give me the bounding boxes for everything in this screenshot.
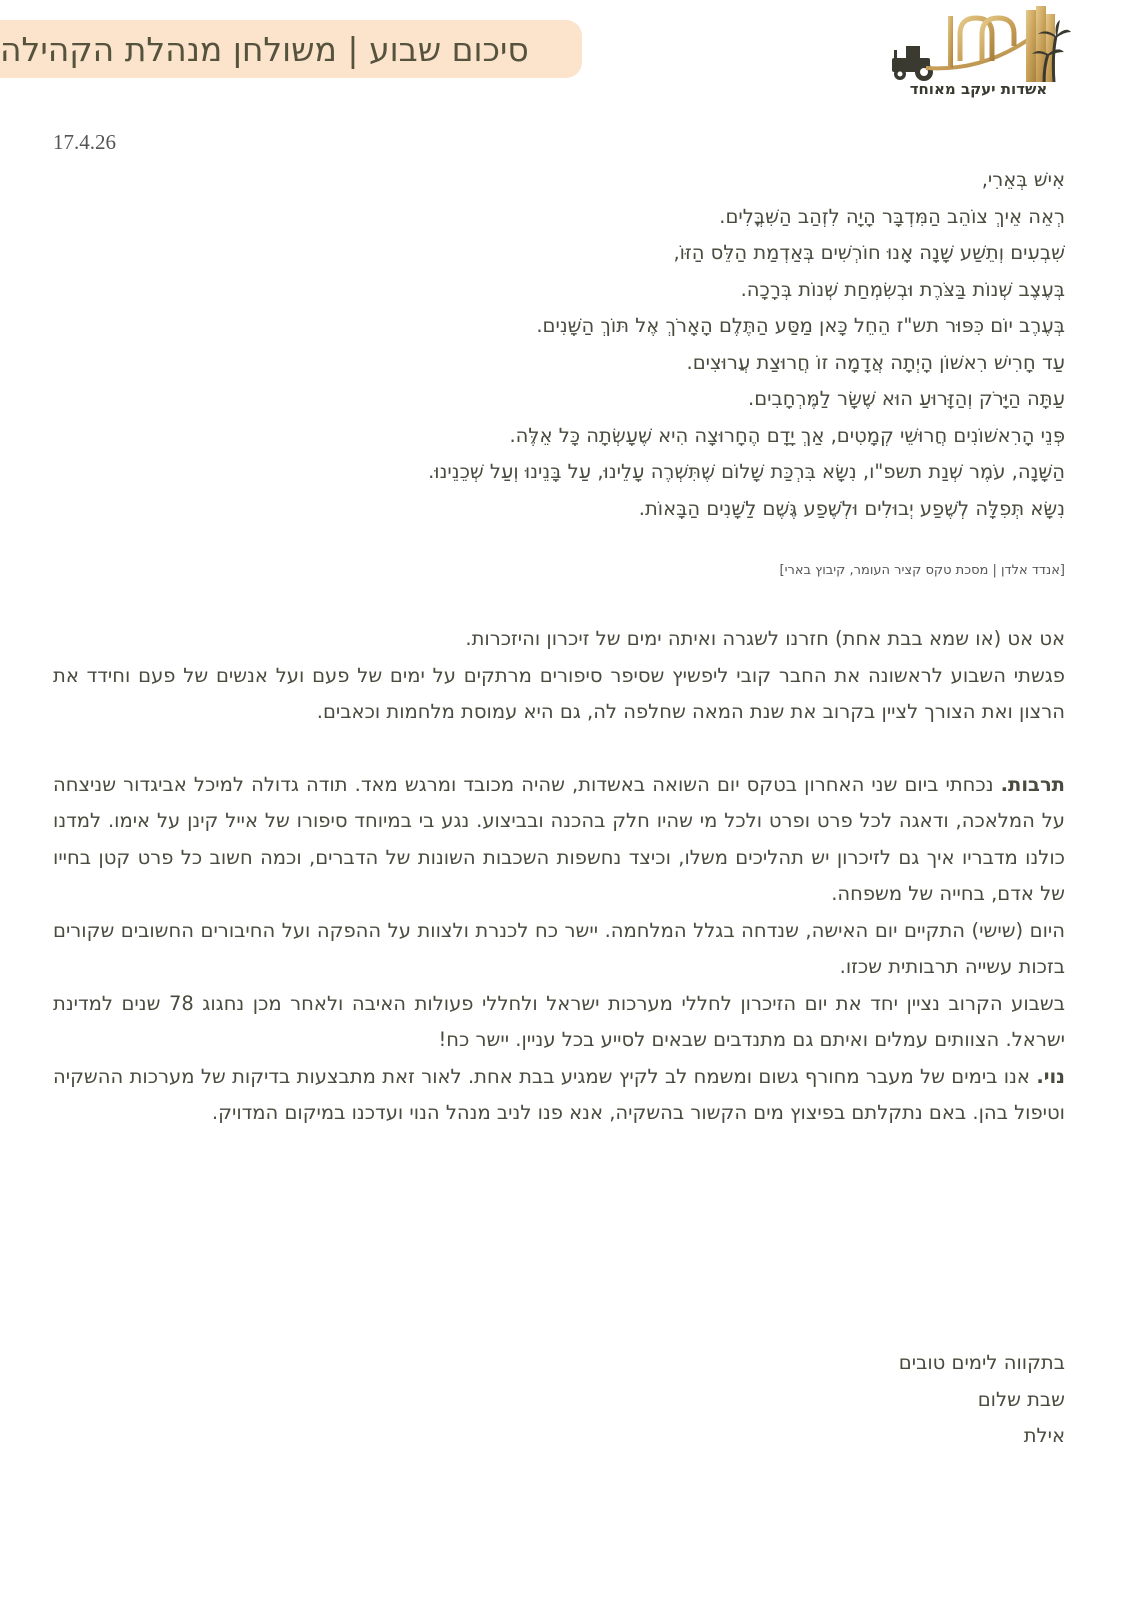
poem-line: הַשָּׁנָה, עֹמֶר שְׁנַת תשפ"ו, נִשָּׂא בִּרְכַּת שָׁלוֹם שֶׁתִּשְׁרֶה עָלֵינוּ, עַל בָּנֵינוּ וְעַל שְׁכֵנֵינוּ. — [428, 460, 1065, 483]
poem-line: עַתָּה הַיָּרֹק וְהַזָּרוּעַ הוּא שֶׁשָּׂר לַמֶּרְחָבִים. — [748, 387, 1065, 410]
poem-line: נִשָּׂא תְּפִלָּה לְשֶׁפַע יְבוּלִים וּלְשֶׁפַע גֶּשֶׁם לַשָּׁנִים הַבָּאוֹת. — [638, 496, 1065, 520]
paragraph-womens-day: היום (שישי) התקיים יום האישה, שנדחה בגלל המלחמה. יישר כח לכנרת ולצוות על ההפקה ועל החיבורים החשובים שקורים בזכות עשייה תרבותית שכזו. — [53, 918, 1065, 978]
section-label-landscape: נוי. — [1036, 1064, 1065, 1088]
poem-line: שִׁבְעִים וְתֵשַׁע שָׁנָה אָנוּ חוֹרְשִׁים בְּאַדְמַת הַלֵּס הַזּוֹ, — [673, 241, 1065, 264]
logo-caption: אשדות יעקב מאוחד — [909, 80, 1048, 98]
signoff-wish: בתקווה לימים טובים — [898, 1351, 1065, 1374]
poem-line: רְאֵה אֵיךְ צוֹהֵב הַמִּדְבָּר הָיָה לִזְהַב הַשִּׁבֳּלִים. — [719, 204, 1065, 228]
page-title: סיכום שבוע | משולחן מנהלת הקהילה — [0, 29, 529, 69]
body-text — [53, 621, 1065, 1132]
poem-line: פְּנֵי הָרִאשׁוֹנִים חֲרוּשֵׁי קְמָטִים, אַךְ יָדָם הֶחָרוּצָה הִיא שֶׁעָשְׂתָה כָּל אֵלֶּה. — [509, 423, 1065, 447]
poem-line: בְּעֶצֶב שְׁנוֹת בַּצֹּרֶת וּבְשִׂמְחַת שְׁנוֹת בְּרָכָה. — [740, 277, 1065, 301]
signoff — [899, 1345, 1065, 1455]
landscape-text: אנו בימים של מעבר מחורף גשום ומשמח לב לקיץ שמגיע בבת אחת. לאור זאת מתבצעות בדיקות של מערכות ההשקיה וטיפול בהן. באם נתקלתם בפיצוץ מים הקשור בהשקיה, אנא פנו לניב מנהל הנוי ועדכנו במיקום המדויק. — [53, 1064, 1065, 1124]
paragraph-landscape — [53, 1059, 1065, 1132]
poem-credit: [אנדד אלדן | מסכת טקס קציר העומר, קיבוץ בארי] — [779, 563, 1065, 578]
paragraph-culture — [53, 767, 1065, 913]
signoff-greeting: שבת שלום — [977, 1387, 1065, 1411]
document-date: 17.4.26 — [53, 130, 116, 154]
paragraph-intro: אט אט (או שמא בבת אחת) חזרנו לשגרה ואיתה ימים של זיכרון והיזכרות. — [465, 627, 1065, 650]
poem-line: עַד חָרִישׁ רִאשׁוֹן הָיְתָה אֲדָמָה זוֹ חֲרוּצַת עֲרוּצִים. — [686, 350, 1065, 374]
section-label-culture: תרבות. — [1000, 772, 1065, 796]
poem-block — [245, 162, 1065, 527]
header-banner — [0, 20, 582, 78]
poem-line: אִישׁ בְּאֵרִי, — [981, 168, 1065, 191]
culture-text: נכחתי ביום שני האחרון בטקס יום השואה באשדות, שהיה מכובד ומרגש מאד. תודה גדולה למיכל אביגדור שניצחה על המלאכה, ודאגה לכל פרט ופרט ולכל מי שהיו חלק בהכנה ובביצוע. נגע בי במיוחד סיפורו של אייל קינן על אימו. למדנו כולנו מדבריו איך גם לזיכרון יש תהליכים משלו, וכיצד נחשפות השכבות השונות של הדברים, וכמה חשוב כל פרט קטן בחייו של אדם, בחייה של משפחה. — [53, 772, 1065, 905]
poem-line: בְּעֶרֶב יוֹם כִּפּוּר תש"ז הֵחֵל כָּאן מַסַּע הַתֶּלֶם הָאָרֹךְ אֶל תּוֹךְ הַשָּׁנִים. — [536, 314, 1065, 337]
kibbutz-logo — [886, 6, 1071, 100]
signoff-name: אילת — [1023, 1424, 1065, 1447]
paragraph-memorial: בשבוע הקרוב נציין יחד את יום הזיכרון לחללי מערכות ישראל ולחללי פעולות האיבה ולאחר מכן נחגוג 78 שנים למדינת ישראל. הצוותים עמלים ואיתם גם מתנדבים שבאים לסייע בכל עניין. יישר כח! — [53, 991, 1065, 1051]
paragraph-meeting: פגשתי השבוע לראשונה את החבר קובי ליפשיץ שסיפר סיפורים מרתקים על ימים של פעם ועל אנשים של פעם וחידד את הרצון ואת הצורך לציין בקרוב את שנת המאה שחלפה לה, גם היא עמוסת מלחמות וכאבים. — [53, 663, 1065, 723]
logo-emblem-icon — [886, 6, 1071, 84]
